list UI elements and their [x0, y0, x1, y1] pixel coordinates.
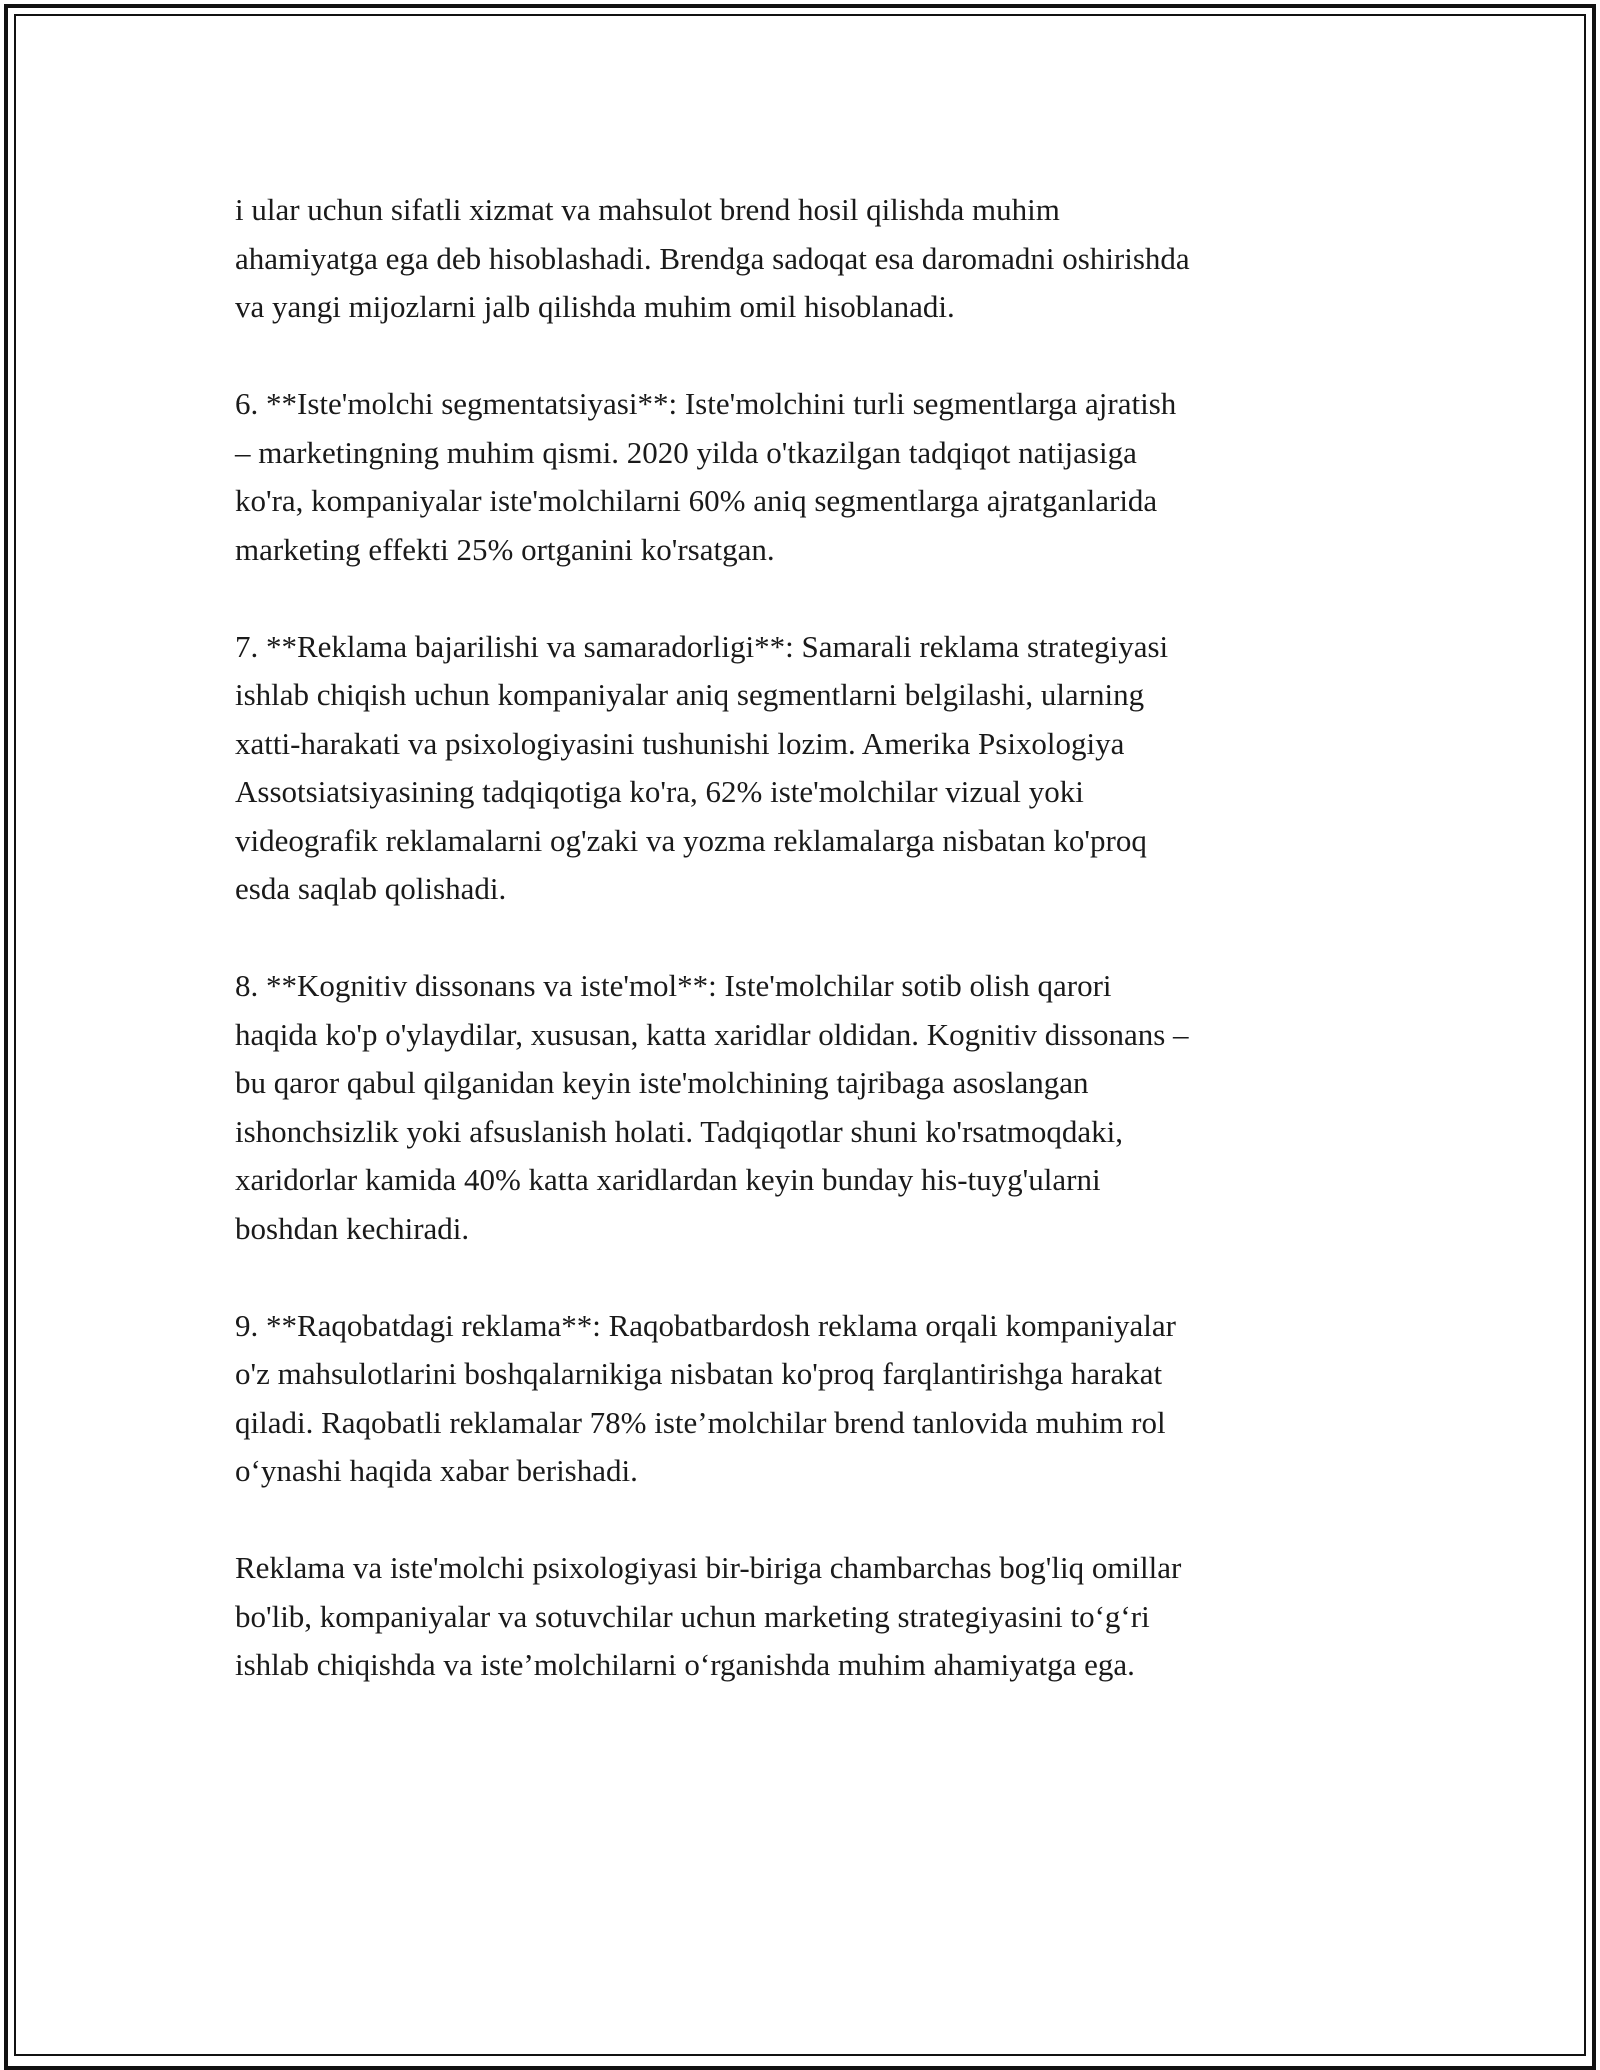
paragraph-competitive-advertising: 9. **Raqobatdagi reklama**: Raqobatbardosh reklama orqali kompaniyalar o'z mahsulotlarini boshqalarnikiga nisbatan ko'proq farqlantirishga harakat qiladi. Raqobatli reklamalar 78% iste’molchilar brend tanlovida muhim rol o‘ynashi haqida xabar berishadi. [235, 1307, 1176, 1488]
paragraph-ad-effectiveness: 7. **Reklama bajarilishi va samaradorligi**: Samarali reklama strategiyasi ishlab chiqish uchun kompaniyalar aniq segmentlarni belgilashi, ularning xatti-harakati va psixologiyasini tushunishi lozim. Amerika Psixologiya Assotsiatsiyasining tadqiqotiga ko'ra, 62% iste'molchilar vizual yoki videografik reklamalarni og'zaki va yozma reklamalarga nisbatan ko'proq esda saqlab qolishadi. [235, 628, 1169, 906]
paragraph-brand-loyalty: i ular uchun sifatli xizmat va mahsulot brend hosil qilishda muhim ahamiyatga ega deb hisoblashadi. Brendga sadoqat esa daromadni oshirishda va yangi mijozlarni jalb qilishda muhim omil hisoblanadi. [235, 192, 1190, 324]
paragraph-cognitive-dissonance: 8. **Kognitiv dissonans va iste'mol**: Iste'molchilar sotib olish qarori haqida ko'p o'ylaydilar, xususan, katta xaridlar oldidan. Kognitiv dissonans – bu qaror qabul qilganidan keyin iste'molchining tajribaga asoslangan ishonchsizlik yoki afsuslanish holati. Tadqiqotlar shuni ko'rsatmoqdaki, xaridorlar kamida 40% katta xaridlardan keyin bunday his-tuyg'ularni boshdan kechiradi. [235, 968, 1189, 1246]
paragraph-conclusion: Reklama va iste'molchi psixologiyasi bir-biriga chambarchas bog'liq omillar bo'lib, kompaniyalar va sotuvchilar uchun marketing strategiyasini to‘g‘ri ishlab chiqishda va iste’molchilarni o‘rganishda muhim ahamiyatga ega. [235, 1550, 1182, 1682]
document-body [235, 186, 1415, 1738]
paragraph-consumer-segmentation: 6. **Iste'molchi segmentatsiyasi**: Iste'molchini turli segmentlarga ajratish – marketingning muhim qismi. 2020 yilda o'tkazilgan tadqiqot natijasiga ko'ra, kompaniyalar iste'molchilarni 60% aniq segmentlarga ajratganlarida marketing effekti 25% ortganini ko'rsatgan. [235, 386, 1177, 567]
